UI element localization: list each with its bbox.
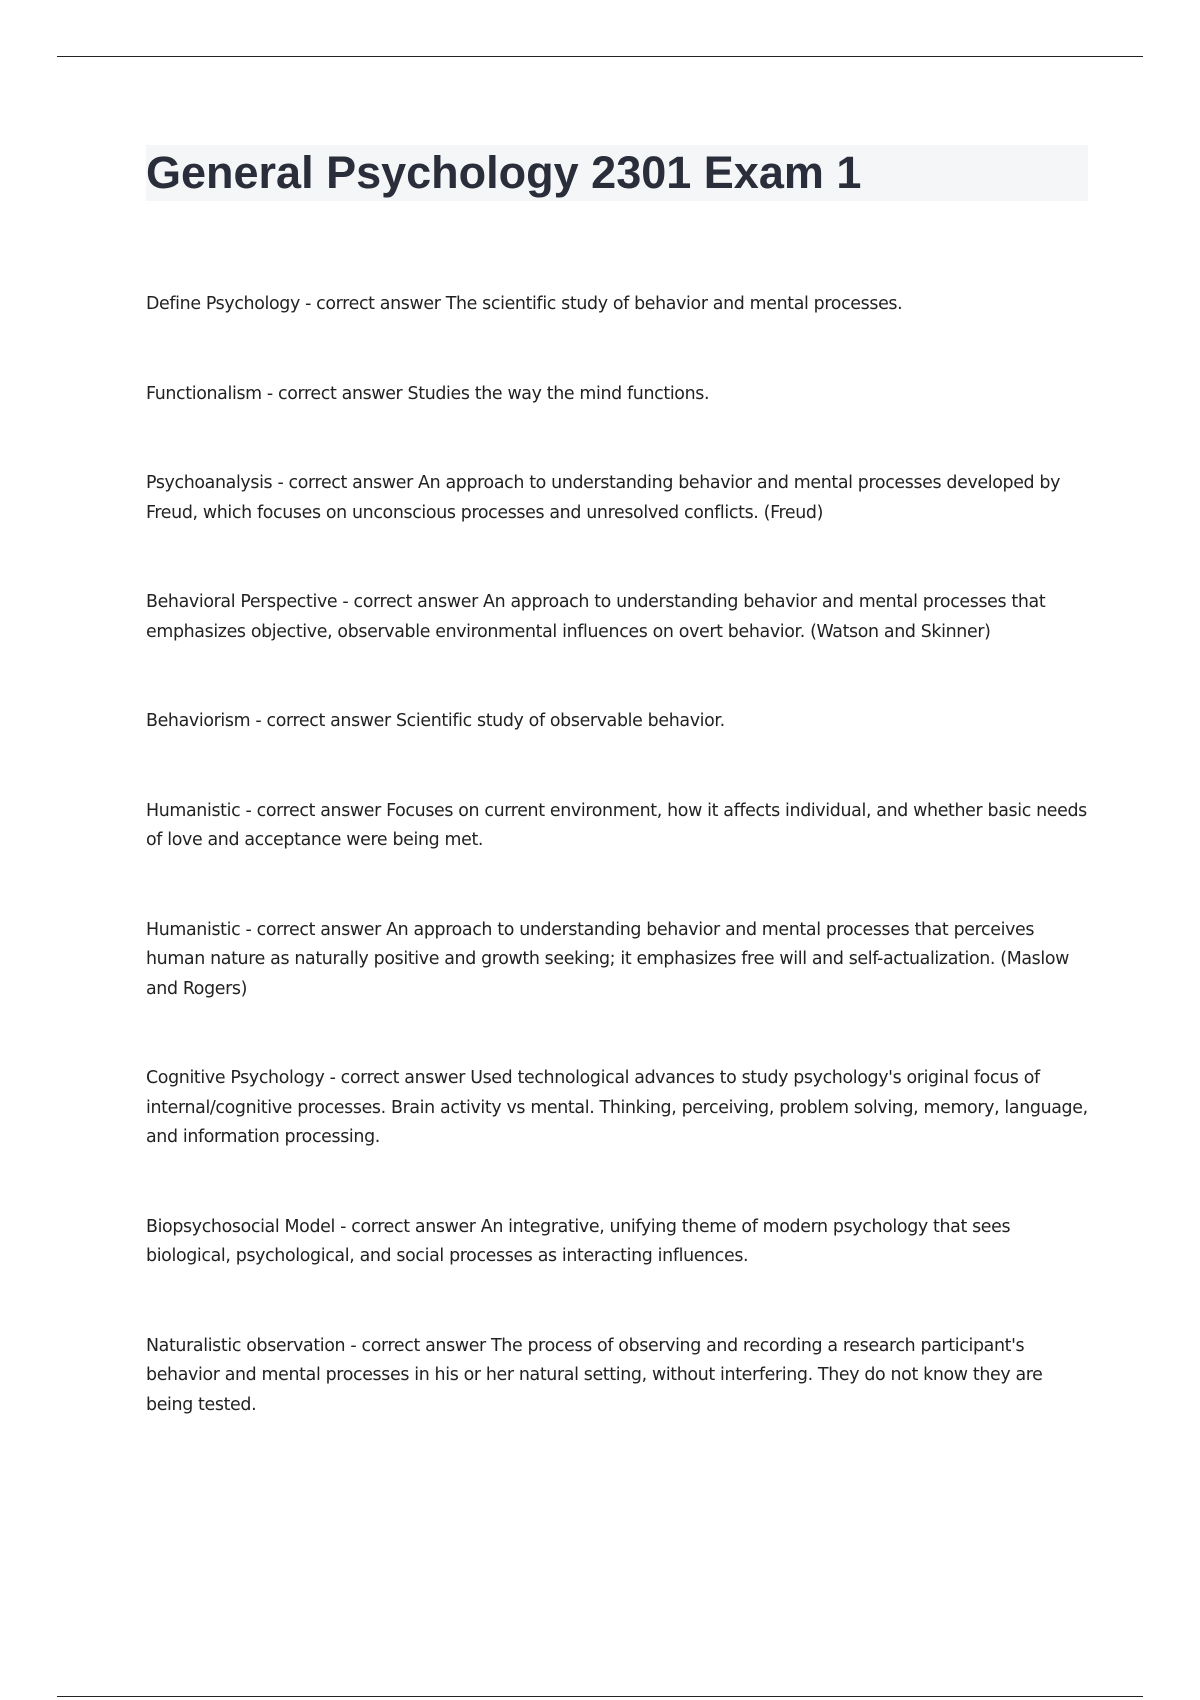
bottom-rule [57,1696,1143,1697]
qa-entry-naturalistic-observation: Naturalistic observation - correct answer The process of observing and recording a research participant's behavior and mental processes in his or her natural setting, without interfering. They do not know they are being tested. [146,1335,1043,1415]
qa-entry-humanistic-2: Humanistic - correct answer An approach to understanding behavior and mental processes that perceives human nature as naturally positive and growth seeking; it emphasizes free will and self-actualization. (Maslow and Rogers) [146,919,1070,999]
qa-entry-functionalism: Functionalism - correct answer Studies the way the mind functions. [146,383,710,404]
qa-entry-biopsychosocial-model: Biopsychosocial Model - correct answer An integrative, unifying theme of modern psychology that sees biological, psychological, and social processes as interacting influences. [146,1216,1011,1266]
qa-list [146,290,1090,1480]
qa-entry-psychoanalysis: Psychoanalysis - correct answer An approach to understanding behavior and mental processes developed by Freud, which focuses on unconscious processes and unresolved conflicts. (Freud) [146,473,1061,523]
page-title: General Psychology 2301 Exam 1 [146,147,862,198]
qa-entry-cognitive-psychology: Cognitive Psychology - correct answer Used technological advances to study psychology's original focus of internal/cognitive processes. Brain activity vs mental. Thinking, perceiving, problem solving, memory, language, and information processing. [146,1068,1088,1147]
top-rule [57,56,1143,57]
qa-entry-behavioral-perspective: Behavioral Perspective - correct answer An approach to understanding behavior and mental processes that emphasizes objective, observable environmental influences on overt behavior. (Watson and Skinner) [146,592,1046,642]
qa-entry-define-psychology: Define Psychology - correct answer The scientific study of behavior and mental processes. [146,294,903,314]
qa-entry-behaviorism: Behaviorism - correct answer Scientific study of observable behavior. [146,711,725,731]
qa-entry-humanistic-1: Humanistic - correct answer Focuses on current environment, how it affects individual, and whether basic needs of love and acceptance were being met. [146,800,1087,850]
